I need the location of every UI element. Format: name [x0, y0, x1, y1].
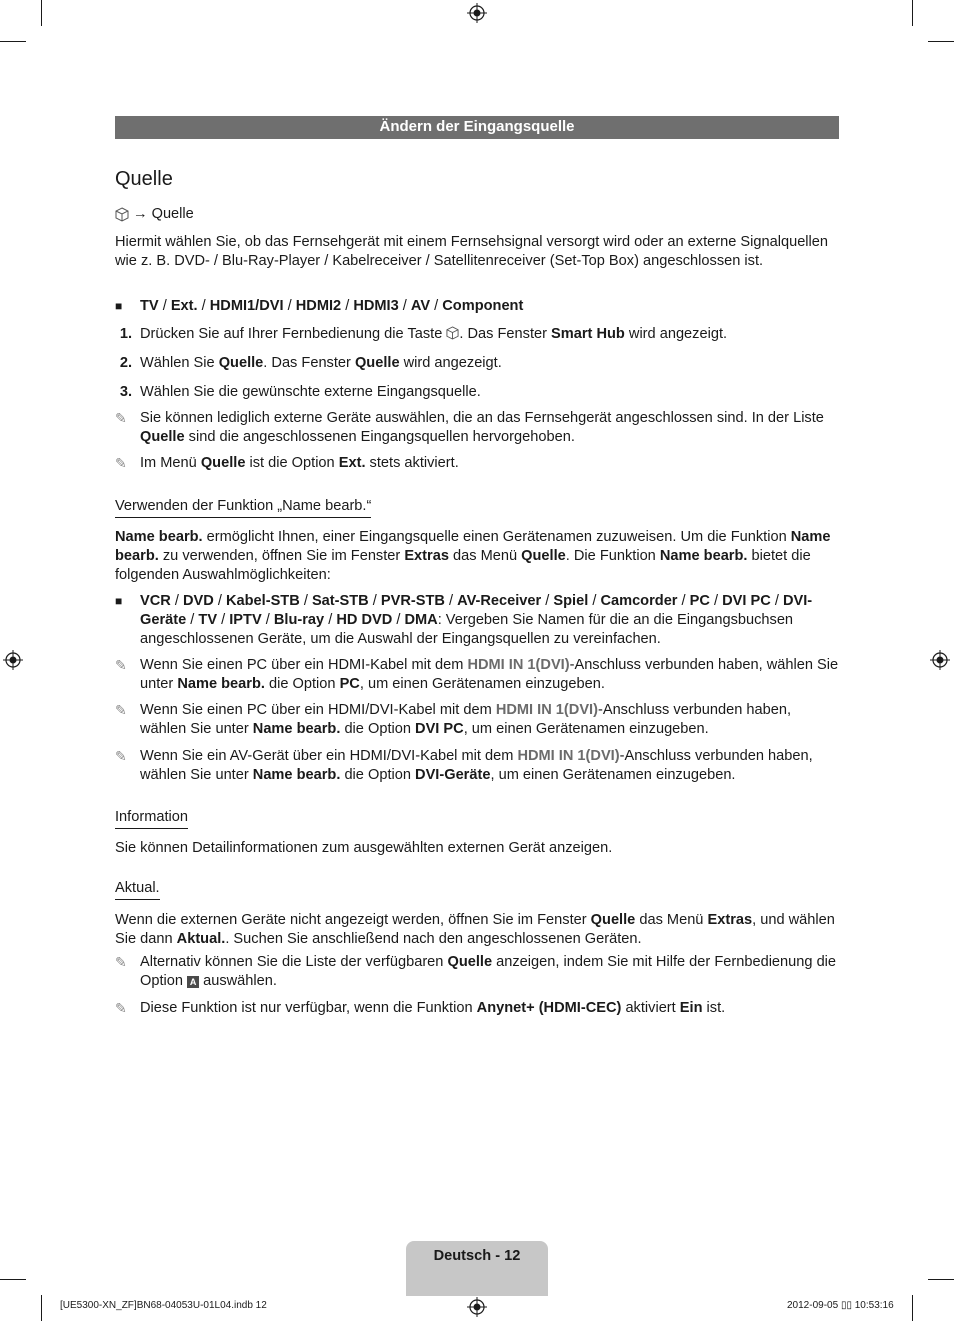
a-button-icon: A — [187, 976, 199, 988]
edit-name-options-bullet — [115, 592, 839, 649]
page-title: Quelle — [115, 168, 173, 190]
note-pencil-icon: ✎ — [115, 1000, 127, 1016]
bullet-square-icon: ■ — [115, 299, 123, 313]
crop-mark — [41, 0, 42, 26]
path-arrow: → — [133, 206, 148, 222]
crop-mark — [0, 1279, 26, 1280]
subheading-refresh: Aktual. — [115, 879, 160, 900]
registration-mark-icon — [930, 650, 950, 670]
note-item: ✎ Im Menü Quelle ist die Option Ext. stets aktiviert. — [115, 455, 459, 471]
sources-list: TV / Ext. / HDMI1/DVI / HDMI2 / HDMI3 / AV / Component — [140, 298, 524, 314]
note-pencil-icon: ✎ — [115, 410, 127, 426]
menu-path — [115, 205, 194, 224]
crop-mark — [41, 1295, 42, 1321]
sources-bullet — [115, 297, 839, 316]
crop-mark — [928, 41, 954, 42]
registration-mark-icon — [467, 1297, 487, 1317]
edit-name-options: VCR / DVD / Kabel-STB / Sat-STB / PVR-STB / AV-Receiver / Spiel / Camcorder / PC / DVI PC / DVI-Geräte / TV / IPTV / Blu-ray / HD DVD / DMA: Vergeben Sie Namen für die an die Eingangsbuchsen angeschlossenen Geräte, um die Auswahl der Eingangsquellen zu vereinfachen. — [140, 593, 813, 647]
note-pencil-icon: ✎ — [115, 657, 127, 673]
bullet-square-icon: ■ — [115, 594, 123, 608]
note-item: ✎ Wenn Sie ein AV-Gerät über ein HDMI/DVI-Kabel mit dem HDMI IN 1(DVI)-Anschluss verbunden haben, wählen Sie unter Name bearb. die Option DVI-Geräte, um einen Gerätenamen einzugeben. — [115, 748, 813, 783]
note-pencil-icon: ✎ — [115, 455, 127, 471]
smart-hub-cube-icon — [115, 207, 129, 222]
intro-paragraph: Hiermit wählen Sie, ob das Fernsehgerät mit einem Fernsehsignal versorgt wird oder an externe Signalquellen wie z. B. DVD- / Blu-Ray-Player / Kabelreceiver / Satellitenreceiver (Set-Top Box) angeschlossen ist. — [115, 234, 829, 269]
smart-hub-cube-icon — [446, 326, 459, 340]
subheading-information: Information — [115, 808, 188, 829]
note-item: ✎ Wenn Sie einen PC über ein HDMI/DVI-Kabel mit dem HDMI IN 1(DVI)-Anschluss verbunden haben, wählen Sie unter Name bearb. die Option DVI PC, um einen Gerätenamen einzugeben. — [115, 702, 792, 737]
step-item: 1. Drücken Sie auf Ihrer Fernbedienung die Taste . Das Fenster Smart Hub wird angezeigt. — [119, 326, 728, 342]
step-item: 3. Wählen Sie die gewünschte externe Eingangsquelle. — [119, 384, 481, 400]
note-pencil-icon: ✎ — [115, 702, 127, 718]
note-item: ✎ Sie können lediglich externe Geräte auswählen, die an das Fernsehgerät angeschlossen sind. In der Liste Quelle sind die angeschlossenen Eingangsquellen hervorgehoben. — [115, 410, 824, 445]
page-number-tab: Deutsch - 12 — [406, 1241, 548, 1296]
note-item: ✎ Alternativ können Sie die Liste der verfügbaren Quelle anzeigen, indem Sie mit Hilfe der Fernbedienung die Option A auswählen. — [115, 954, 837, 989]
note-item: ✎ Wenn Sie einen PC über ein HDMI-Kabel mit dem HDMI IN 1(DVI)-Anschluss verbunden haben, wählen Sie unter Name bearb. die Option PC, um einen Gerätenamen einzugeben. — [115, 657, 839, 692]
note-pencil-icon: ✎ — [115, 954, 127, 970]
registration-mark-icon — [467, 3, 487, 23]
crop-mark — [928, 1279, 954, 1280]
footer-timestamp: 2012-09-05 ▯▯ 10:53:16 — [787, 1300, 894, 1311]
step-item: 2. Wählen Sie Quelle. Das Fenster Quelle wird angezeigt. — [119, 355, 502, 371]
note-item: ✎ Diese Funktion ist nur verfügbar, wenn die Funktion Anynet+ (HDMI-CEC) aktiviert Ein ist. — [115, 1000, 726, 1016]
section-header-bar: Ändern der Eingangsquelle — [115, 116, 839, 139]
footer-file-name: [UE5300-XN_ZF]BN68-04053U-01L04.indb 12 — [60, 1300, 267, 1311]
path-label: Quelle — [151, 206, 194, 222]
edit-name-paragraph: Name bearb. ermöglicht Ihnen, einer Eingangsquelle einen Gerätenamen zuzuweisen. Um die Funktion Name bearb. zu verwenden, öffnen Sie im Fenster Extras das Menü Quelle. Die Funktion Name bearb. bietet die folgenden Auswahlmöglichkeiten: — [115, 529, 831, 583]
information-paragraph: Sie können Detailinformationen zum ausgewählten externen Gerät anzeigen. — [115, 840, 613, 856]
crop-mark — [912, 0, 913, 26]
note-pencil-icon: ✎ — [115, 748, 127, 764]
registration-mark-icon — [3, 650, 23, 670]
subheading-edit-name: Verwenden der Funktion „Name bearb.“ — [115, 497, 371, 518]
crop-mark — [0, 41, 26, 42]
crop-mark — [912, 1295, 913, 1321]
refresh-paragraph: Wenn die externen Geräte nicht angezeigt werden, öffnen Sie im Fenster Quelle das Menü Extras, und wählen Sie dann Aktual.. Suchen Sie anschließend nach den angeschlossenen Geräten. — [115, 912, 835, 947]
